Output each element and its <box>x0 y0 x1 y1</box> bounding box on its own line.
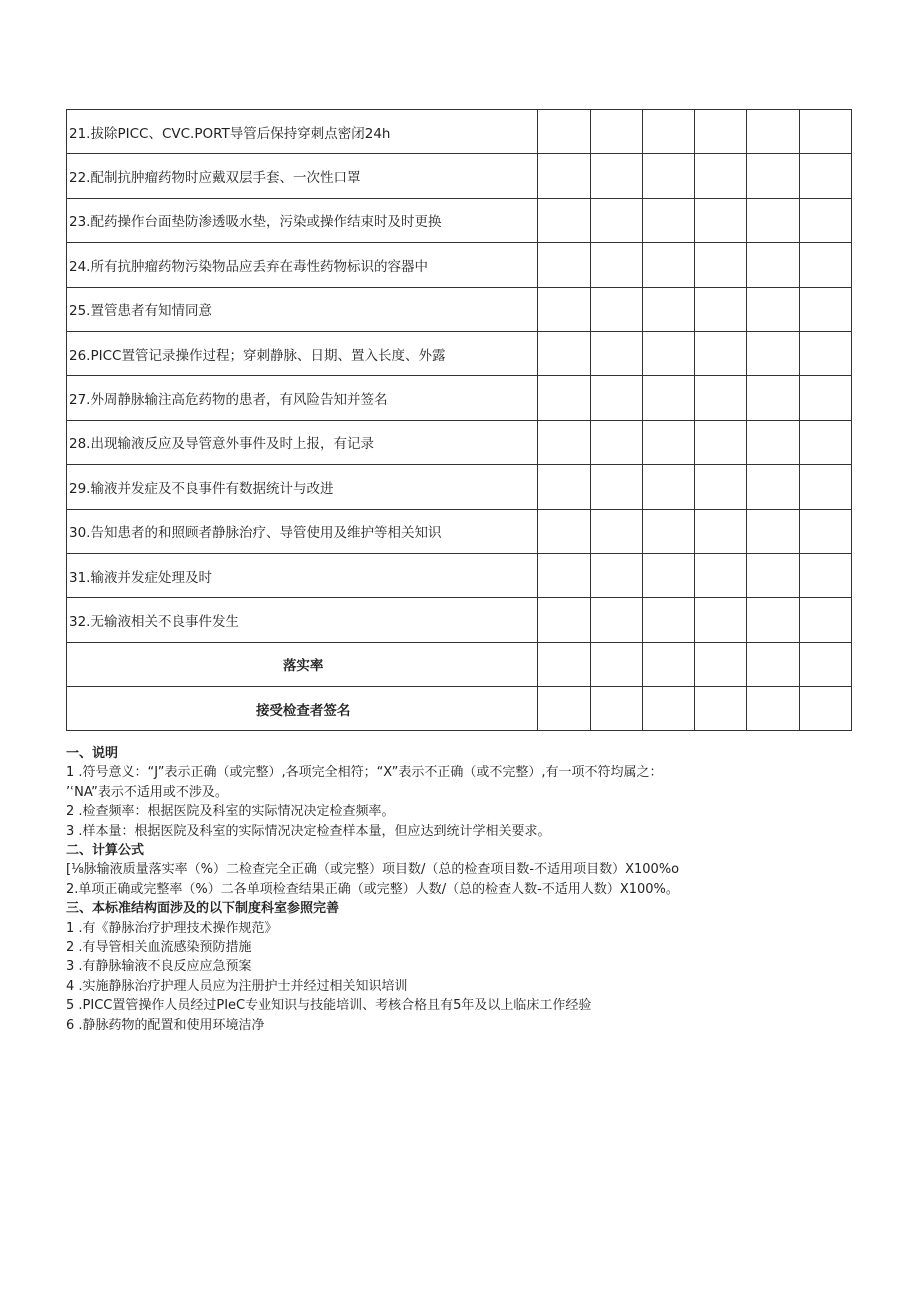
check-cell[interactable] <box>695 110 747 154</box>
check-cell[interactable] <box>695 331 747 375</box>
check-cell[interactable] <box>642 465 694 509</box>
check-cell[interactable] <box>695 642 747 686</box>
check-cell[interactable] <box>799 553 851 597</box>
note-line: 4 .实施静脉治疗护理人员应为注册护士并经过相关知识培训 <box>66 978 408 994</box>
check-cell[interactable] <box>799 420 851 464</box>
check-cell[interactable] <box>642 642 694 686</box>
check-cell[interactable] <box>747 154 799 198</box>
check-cell[interactable] <box>590 154 642 198</box>
row-label: 接受检查者签名 <box>67 687 538 731</box>
check-cell[interactable] <box>747 465 799 509</box>
check-cell[interactable] <box>538 509 590 553</box>
check-cell[interactable] <box>538 243 590 287</box>
table-row <box>67 420 852 464</box>
check-cell[interactable] <box>695 553 747 597</box>
check-cell[interactable] <box>747 110 799 154</box>
table-row <box>67 110 852 154</box>
note-line: 5 .PICC置管操作人员经过PIeC专业知识与技能培训、考核合格且有5年及以上临床工作经验 <box>66 998 592 1014</box>
check-cell[interactable] <box>538 598 590 642</box>
check-cell[interactable] <box>642 376 694 420</box>
check-cell[interactable] <box>538 198 590 242</box>
row-label: 25.置管患者有知情同意 <box>67 287 538 331</box>
check-cell[interactable] <box>747 376 799 420</box>
check-cell[interactable] <box>590 243 642 287</box>
note-line: 2 .有导管相关血流感染预防措施 <box>66 940 252 956</box>
check-cell[interactable] <box>642 687 694 731</box>
table-row <box>67 465 852 509</box>
note-line: 2.单项正确或完整率（%）二各单项检查结果正确（或完整）人数/（总的检查人数-不适用人数）X100%。 <box>66 881 679 897</box>
check-cell[interactable] <box>747 287 799 331</box>
table-row <box>67 243 852 287</box>
check-cell[interactable] <box>695 287 747 331</box>
row-label: 22.配制抗肿瘤药物时应戴双层手套、一次性口罩 <box>67 154 538 198</box>
check-cell[interactable] <box>642 331 694 375</box>
check-cell[interactable] <box>538 687 590 731</box>
check-cell[interactable] <box>695 243 747 287</box>
check-cell[interactable] <box>799 154 851 198</box>
check-cell[interactable] <box>747 553 799 597</box>
table-row <box>67 287 852 331</box>
check-cell[interactable] <box>642 553 694 597</box>
note-line: 1 .有《静脉治疗护理技术操作规范》 <box>66 920 278 936</box>
check-cell[interactable] <box>538 553 590 597</box>
row-label: 落实率 <box>67 642 538 686</box>
check-cell[interactable] <box>747 642 799 686</box>
check-cell[interactable] <box>695 598 747 642</box>
check-cell[interactable] <box>695 154 747 198</box>
check-cell[interactable] <box>747 598 799 642</box>
check-cell[interactable] <box>590 331 642 375</box>
check-cell[interactable] <box>590 198 642 242</box>
check-cell[interactable] <box>747 198 799 242</box>
check-cell[interactable] <box>747 243 799 287</box>
check-cell[interactable] <box>642 420 694 464</box>
row-label: 30.告知患者的和照顾者静脉治疗、导管使用及维护等相关知识 <box>67 509 538 553</box>
table-row <box>67 376 852 420</box>
note-line: 3 .有静脉输液不良反应应急预案 <box>66 959 252 975</box>
note-line: 6 .静脉药物的配置和使用环境洁净 <box>66 1017 265 1033</box>
check-cell[interactable] <box>799 687 851 731</box>
note-line: 1 .符号意义：“J”表示正确（或完整）,各项完全相符；“X”表示不正确（或不完整）,有一项不符均属之： <box>66 765 663 781</box>
summary-row <box>67 687 852 731</box>
note-line: 2 .检查频率：根据医院及科室的实际情况决定检查频率。 <box>66 804 395 820</box>
check-cell[interactable] <box>695 198 747 242</box>
check-cell[interactable] <box>538 287 590 331</box>
row-label: 32.无输液相关不良事件发生 <box>67 598 538 642</box>
table-row <box>67 154 852 198</box>
check-cell[interactable] <box>642 154 694 198</box>
check-cell[interactable] <box>590 110 642 154</box>
check-cell[interactable] <box>642 110 694 154</box>
check-cell[interactable] <box>799 110 851 154</box>
check-cell[interactable] <box>695 376 747 420</box>
check-cell[interactable] <box>538 376 590 420</box>
check-cell[interactable] <box>747 331 799 375</box>
row-label: 23.配药操作台面垫防渗透吸水垫，污染或操作结束时及时更换 <box>67 198 538 242</box>
check-cell[interactable] <box>695 420 747 464</box>
check-cell[interactable] <box>538 110 590 154</box>
check-cell[interactable] <box>799 287 851 331</box>
check-cell[interactable] <box>799 376 851 420</box>
check-cell[interactable] <box>642 243 694 287</box>
check-cell[interactable] <box>799 331 851 375</box>
check-cell[interactable] <box>799 465 851 509</box>
row-label: 29.输液并发症及不良事件有数据统计与改进 <box>67 465 538 509</box>
check-cell[interactable] <box>747 420 799 464</box>
section-heading: 二、计算公式 <box>66 843 145 859</box>
note-line: 3 .样本量：根据医院及科室的实际情况决定检查样本量，但应达到统计学相关要求。 <box>66 823 551 839</box>
row-label: 26.PICC置管记录操作过程；穿刺静脉、日期、置入长度、外露 <box>67 331 538 375</box>
check-cell[interactable] <box>747 687 799 731</box>
table-row <box>67 331 852 375</box>
check-cell[interactable] <box>590 642 642 686</box>
check-cell[interactable] <box>590 420 642 464</box>
check-cell[interactable] <box>799 243 851 287</box>
check-cell[interactable] <box>590 509 642 553</box>
check-cell[interactable] <box>695 509 747 553</box>
summary-row <box>67 642 852 686</box>
row-label: 24.所有抗肿瘤药物污染物品应丢弃在毒性药物标识的容器中 <box>67 243 538 287</box>
section-heading: 三、本标准结构面涉及的以下制度科室参照完善 <box>66 901 340 917</box>
check-cell[interactable] <box>642 287 694 331</box>
check-cell[interactable] <box>642 598 694 642</box>
check-cell[interactable] <box>642 198 694 242</box>
section-heading: 一、说明 <box>66 746 119 761</box>
check-cell[interactable] <box>799 198 851 242</box>
check-cell[interactable] <box>590 376 642 420</box>
note-line: ’ʿNA”表示不适用或不涉及。 <box>66 784 228 800</box>
check-cell[interactable] <box>695 687 747 731</box>
check-cell[interactable] <box>538 465 590 509</box>
check-cell[interactable] <box>695 465 747 509</box>
row-label: 21.拔除PICC、CVC.PORT导管后保持穿刺点密闭24h <box>67 110 538 154</box>
check-cell[interactable] <box>799 642 851 686</box>
check-cell[interactable] <box>747 509 799 553</box>
check-cell[interactable] <box>590 598 642 642</box>
check-cell[interactable] <box>642 509 694 553</box>
table-row <box>67 553 852 597</box>
check-cell[interactable] <box>538 154 590 198</box>
table-row <box>67 198 852 242</box>
check-cell[interactable] <box>590 465 642 509</box>
check-cell[interactable] <box>590 553 642 597</box>
check-cell[interactable] <box>538 642 590 686</box>
check-cell[interactable] <box>799 509 851 553</box>
row-label: 31.输液并发症处理及时 <box>67 553 538 597</box>
inspection-table <box>66 109 852 731</box>
check-cell[interactable] <box>590 287 642 331</box>
check-cell[interactable] <box>538 420 590 464</box>
note-line: [⅛脉输液质量落实率（%）二检查完全正确（或完整）项目数/（总的检查项目数-不适用项目数）X100%o <box>66 862 680 878</box>
table-row <box>67 509 852 553</box>
check-cell[interactable] <box>799 598 851 642</box>
check-cell[interactable] <box>590 687 642 731</box>
notes-section <box>66 744 679 1035</box>
row-label: 27.外周静脉输注高危药物的患者，有风险告知并签名 <box>67 376 538 420</box>
check-cell[interactable] <box>538 331 590 375</box>
row-label: 28.出现输液反应及导管意外事件及时上报，有记录 <box>67 420 538 464</box>
table-row <box>67 598 852 642</box>
